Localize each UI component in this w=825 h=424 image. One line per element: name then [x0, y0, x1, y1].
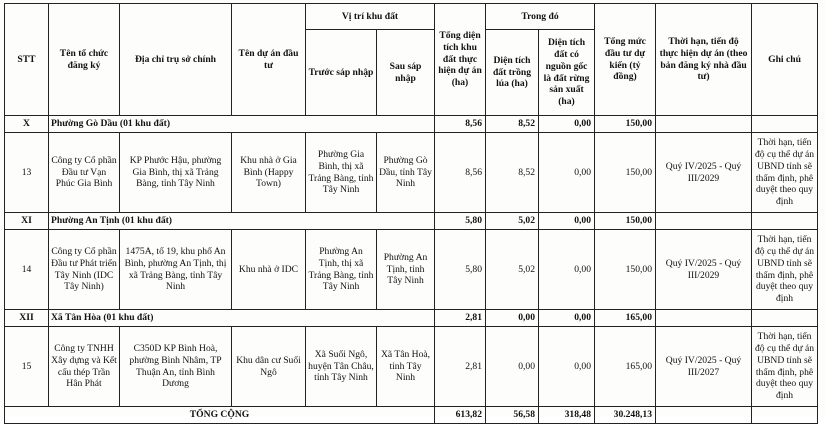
header-stt: STT: [5, 4, 49, 116]
total-forest: 318,48: [539, 407, 595, 424]
row-total-area: 2,81: [435, 327, 486, 407]
table-row: [5, 230, 818, 310]
land-projects-table: [4, 3, 818, 424]
header-notes: Ghi chú: [752, 4, 818, 116]
group-rice: 5,02: [486, 213, 539, 230]
group-row: [5, 213, 818, 230]
group-row: [5, 310, 818, 327]
header-project: Tên dự án đầu tư: [232, 4, 306, 116]
group-rice: 8,52: [486, 116, 539, 133]
group-investment: 150,00: [595, 213, 656, 230]
row-org: Công ty Cổ phần Đầu tư Phát triển Tây Ninh (IDC Tây Ninh): [49, 230, 120, 310]
row-org: Công ty TNHH Xây dựng và Kết cấu thép Trần Hân Phát: [49, 327, 120, 407]
group-row: [5, 116, 818, 133]
row-notes: Thời hạn, tiến độ cụ thể dự án UBND tỉnh sẽ thẩm định, phê duyệt theo quy định: [752, 230, 818, 310]
header-forest: Diện tích đất có nguồn gốc là đất rừng sản xuất (ha): [539, 30, 595, 116]
group-forest: 0,00: [539, 116, 595, 133]
row-stt: 15: [5, 327, 49, 407]
total-rice: 56,58: [486, 407, 539, 424]
row-timeline: Quý IV/2025 - Quý III/2027: [656, 327, 752, 407]
table-row: [5, 327, 818, 407]
header-rice: Diện tích đất trồng lúa (ha): [486, 30, 539, 116]
header-org: Tên tổ chức đăng ký: [49, 4, 120, 116]
row-investment: 165,00: [595, 327, 656, 407]
header-location-group: Vị trí khu đất: [306, 4, 435, 30]
row-investment: 150,00: [595, 133, 656, 213]
row-timeline: Quý IV/2025 - Quý III/2029: [656, 133, 752, 213]
group-name: Phường Gò Dầu (01 khu đất): [49, 116, 435, 133]
header-of-which: Trong đó: [486, 4, 595, 30]
header-timeline: Thời hạn, tiến độ thực hiện dự án (theo bản đăng ký nhà đầu tư): [656, 4, 752, 116]
row-rice: 8,52: [486, 133, 539, 213]
total-label: TỔNG CỘNG: [5, 407, 435, 424]
row-after: Phường Gò Dầu, tỉnh Tây Ninh: [377, 133, 435, 213]
row-org: Công ty Cổ phần Đầu tư Vạn Phúc Gia Bình: [49, 133, 120, 213]
group-roman: XII: [5, 310, 49, 327]
row-before: Xã Suối Ngô, huyện Tân Châu, tỉnh Tây Ninh: [306, 327, 377, 407]
group-forest: 0,00: [539, 213, 595, 230]
row-address: 1475A, tổ 19, khu phố An Bình, phường An Tịnh, thị xã Trảng Bàng, tỉnh Tây Ninh: [120, 230, 232, 310]
row-notes: Thời hạn, tiến độ cụ thể dự án UBND tỉnh sẽ thẩm định, phê duyệt theo quy định: [752, 327, 818, 407]
group-investment: 150,00: [595, 116, 656, 133]
table-row: [5, 133, 818, 213]
row-forest: 0,00: [539, 327, 595, 407]
row-rice: 5,02: [486, 230, 539, 310]
row-timeline: Quý IV/2025 - Quý III/2029: [656, 230, 752, 310]
total-area: 613,82: [435, 407, 486, 424]
row-forest: 0,00: [539, 133, 595, 213]
header-before: Trước sáp nhập: [306, 30, 377, 116]
group-total-area: 2,81: [435, 310, 486, 327]
group-forest: 0,00: [539, 310, 595, 327]
row-project: Khu nhà ở IDC: [232, 230, 306, 310]
row-forest: 0,00: [539, 230, 595, 310]
header-address: Địa chỉ trụ sở chính: [120, 4, 232, 116]
group-rice: 0,00: [486, 310, 539, 327]
group-roman: X: [5, 116, 49, 133]
header-after: Sau sáp nhập: [377, 30, 435, 116]
row-project: Khu nhà ở Gia Bình (Happy Town): [232, 133, 306, 213]
row-total-area: 5,80: [435, 230, 486, 310]
row-project: Khu dân cư Suối Ngô: [232, 327, 306, 407]
group-investment: 165,00: [595, 310, 656, 327]
row-notes: Thời hạn, tiến độ cụ thể dự án UBND tỉnh sẽ thẩm định, phê duyệt theo quy định: [752, 133, 818, 213]
total-investment: 30.248,13: [595, 407, 656, 424]
row-total-area: 8,56: [435, 133, 486, 213]
group-total-area: 8,56: [435, 116, 486, 133]
row-address: C350D KP Bình Hoà, phường Bình Nhâm, TP Thuận An, tỉnh Bình Dương: [120, 327, 232, 407]
header-total-area: Tổng diện tích khu đất thực hiện dự án (ha): [435, 4, 486, 116]
row-address: KP Phước Hậu, phường Gia Bình, thị xã Trảng Bàng, tỉnh Tây Ninh: [120, 133, 232, 213]
row-after: Xã Tân Hoà, tỉnh Tây Ninh: [377, 327, 435, 407]
row-stt: 13: [5, 133, 49, 213]
row-investment: 150,00: [595, 230, 656, 310]
row-rice: 0,00: [486, 327, 539, 407]
row-stt: 14: [5, 230, 49, 310]
total-row: [5, 407, 818, 424]
group-name: Xã Tân Hòa (01 khu đất): [49, 310, 435, 327]
header-investment: Tổng mức đầu tư dự kiến (tỷ đồng): [595, 4, 656, 116]
row-before: Phường An Tịnh, thị xã Trảng Bàng, tỉnh Tây Ninh: [306, 230, 377, 310]
row-before: Phường Gia Bình, thị xã Trảng Bàng, tỉnh Tây Ninh: [306, 133, 377, 213]
group-name: Phường An Tịnh (01 khu đất): [49, 213, 435, 230]
group-total-area: 5,80: [435, 213, 486, 230]
group-roman: XI: [5, 213, 49, 230]
row-after: Phường An Tịnh, tỉnh Tây Ninh: [377, 230, 435, 310]
